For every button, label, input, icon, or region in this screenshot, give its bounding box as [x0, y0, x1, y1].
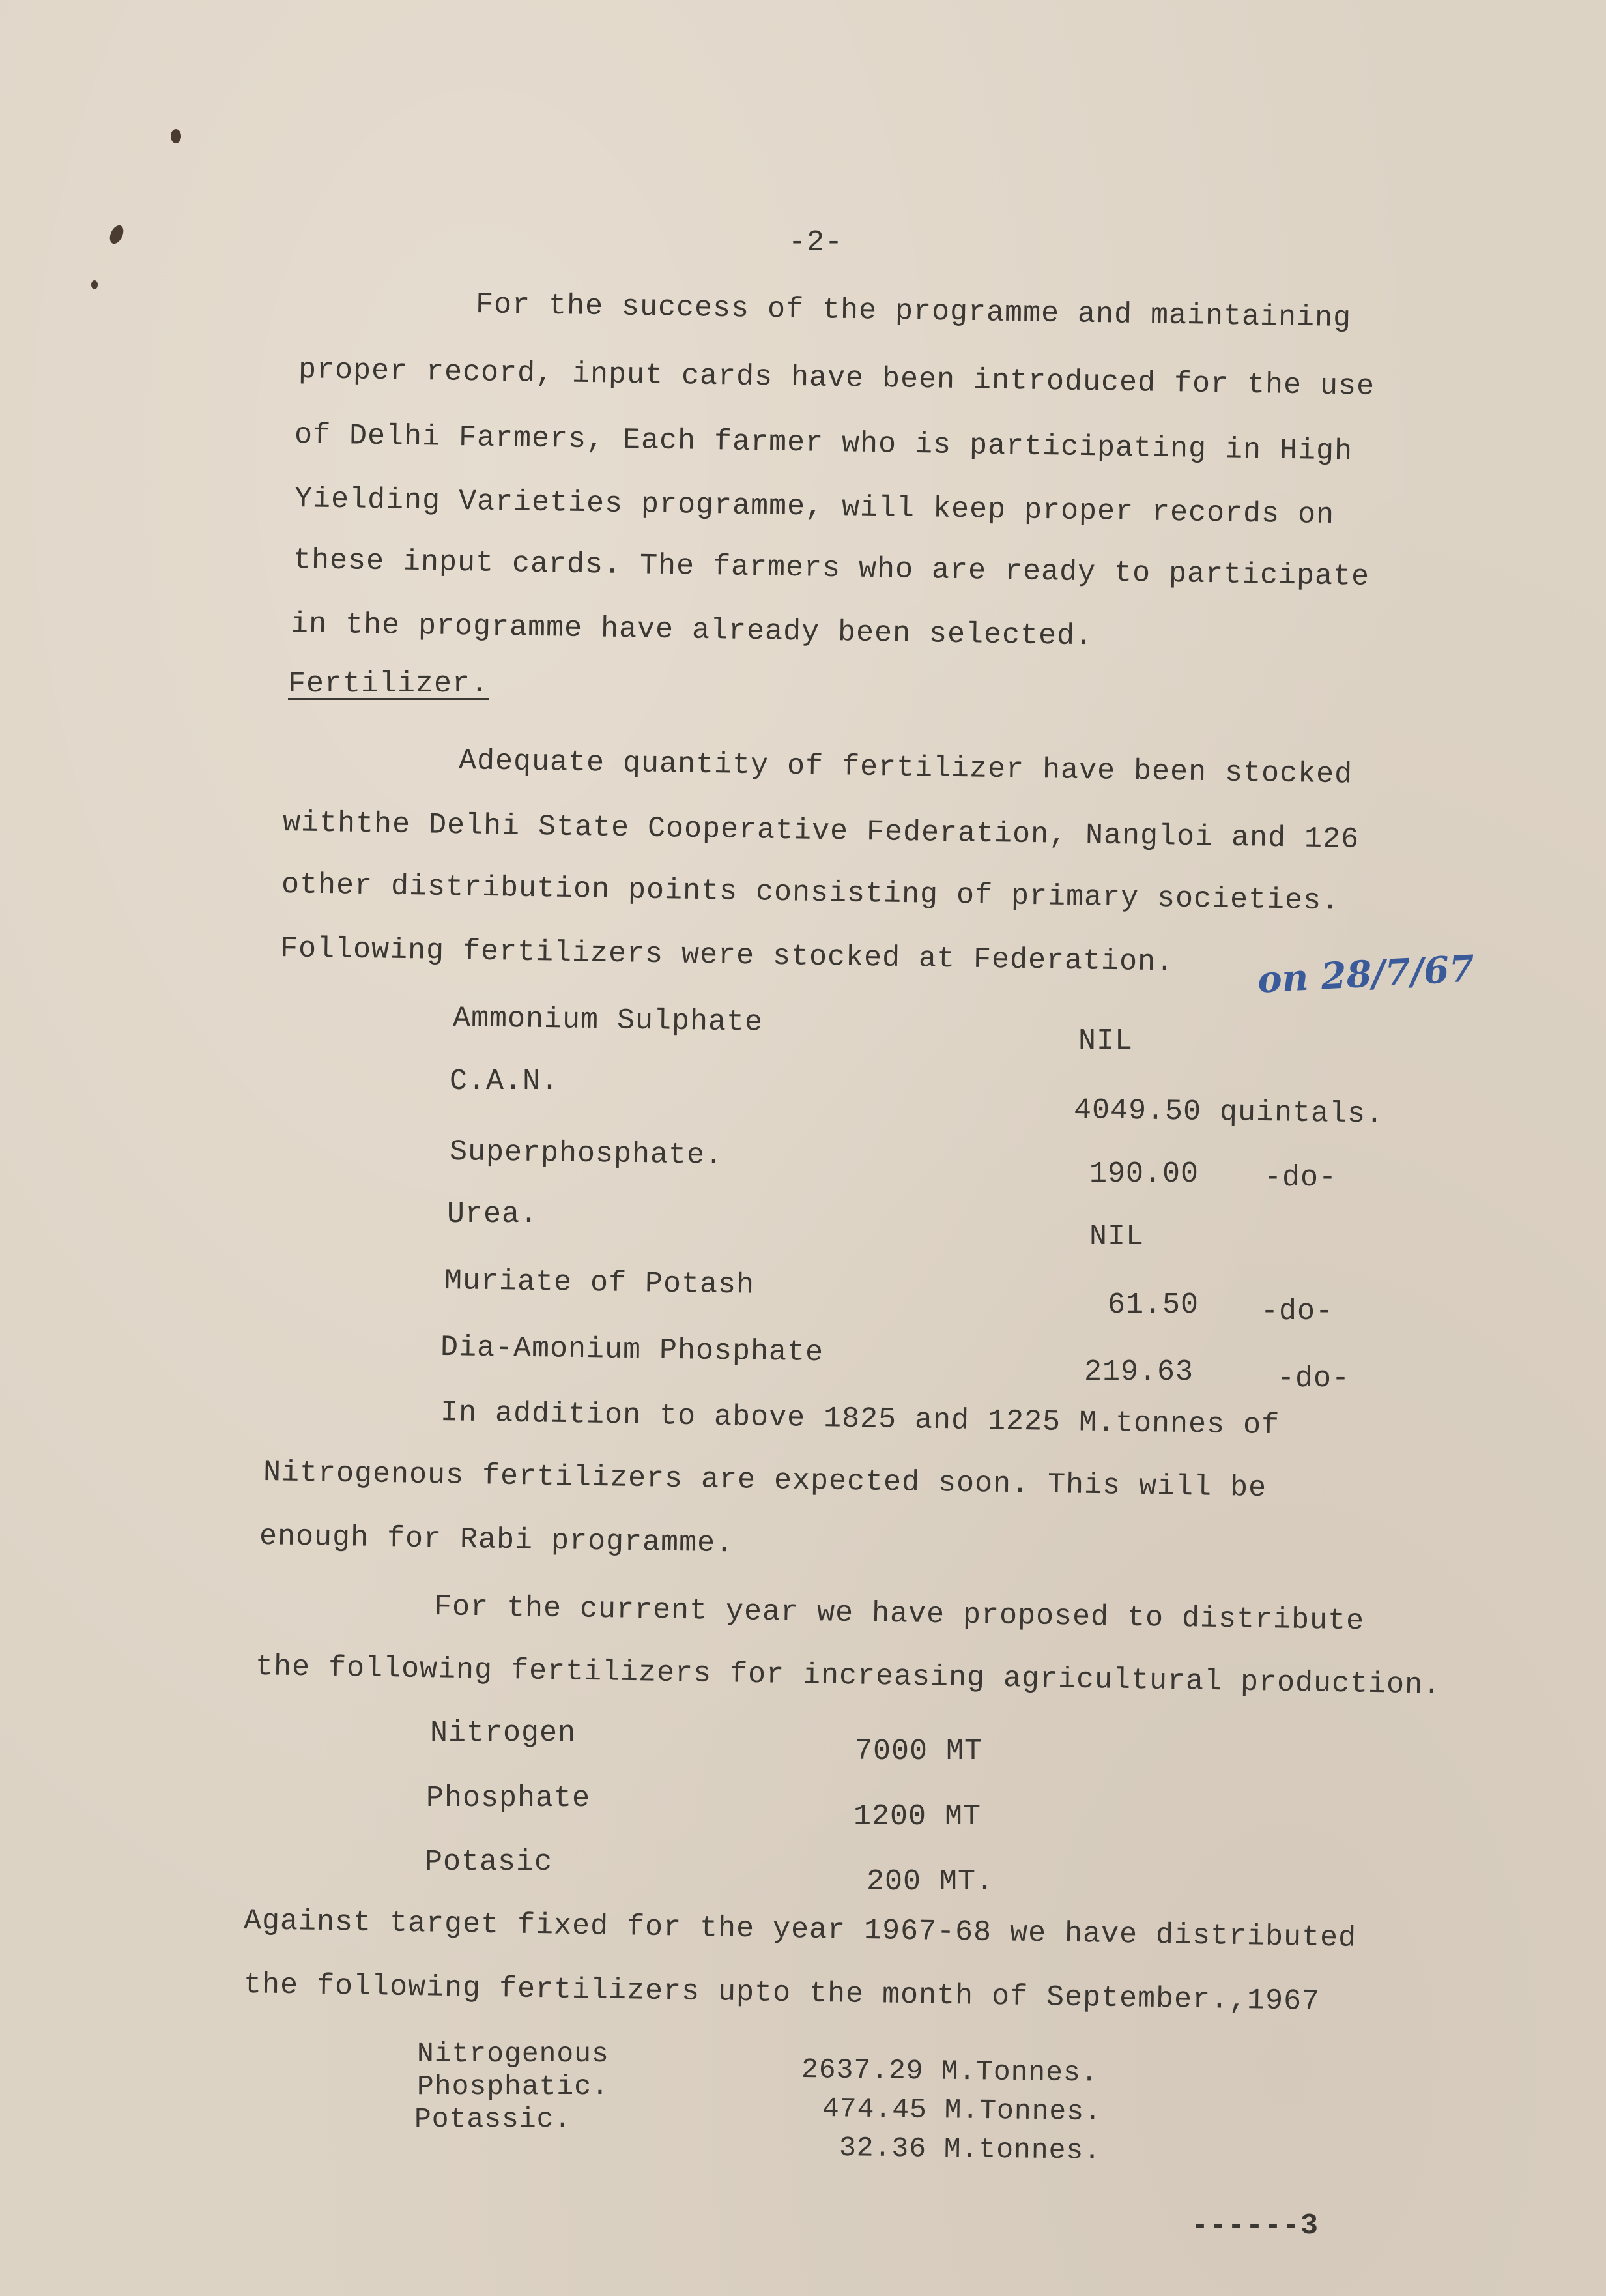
ink-spot [91, 280, 98, 289]
stock-item-quantity: 4049.50 quintals. [1073, 1094, 1384, 1131]
section-heading: Fertilizer. [288, 667, 489, 701]
stock-item-quantity: 219.63 [1084, 1356, 1194, 1389]
stock-item-name: Ammonium Sulphate [452, 1002, 764, 1039]
paragraph-line: For the current year we have proposed to distribute [433, 1590, 1365, 1638]
proposed-item-name: Potasic [425, 1846, 553, 1879]
stock-item-quantity: NIL [1078, 1024, 1134, 1058]
paragraph-line: Against target fixed for the year 1967-68 we have distributed [243, 1904, 1357, 1955]
paragraph-line: the following fertilizers for increasing agricultural production. [255, 1650, 1442, 1702]
distributed-item-quantity: 2637.29 M.Tonnes. [801, 2054, 1098, 2089]
stock-item-unit: -do- [1264, 1161, 1338, 1195]
paragraph-line: Yielding Varieties programme, will keep proper records on [294, 482, 1335, 532]
handwritten-date-note: on 28/7/67 [1256, 947, 1476, 1002]
paragraph-line: other distribution points consisting of primary societies. [281, 868, 1340, 918]
proposed-item-name: Phosphate [426, 1782, 591, 1815]
distributed-item-name: Nitrogenous [417, 2038, 609, 2070]
proposed-item-quantity: 1200 MT [853, 1800, 982, 1833]
page-number: -2- [788, 226, 844, 259]
paragraph-line: these input cards. The farmers who are ready to participate [293, 544, 1370, 594]
stock-item-quantity: NIL [1089, 1220, 1145, 1253]
distributed-item-quantity: 474.45 M.Tonnes. [822, 2093, 1102, 2129]
stock-item-name: Superphosphate. [449, 1135, 724, 1172]
distributed-item-quantity: 32.36 M.tonnes. [839, 2132, 1102, 2167]
next-page-marker: ------3 [1191, 2209, 1319, 2243]
stock-item-quantity: 190.00 [1089, 1157, 1199, 1191]
proposed-item-quantity: 7000 MT [855, 1735, 983, 1768]
paragraph-line: Adequate quantity of fertilizer have been stocked [458, 744, 1353, 792]
stock-item-unit: -do- [1261, 1295, 1334, 1328]
stock-item-name: Urea. [447, 1198, 539, 1231]
paragraph-line: proper record, input cards have been introduced for the use [298, 353, 1375, 403]
stock-item-name: C.A.N. [450, 1065, 560, 1098]
paragraph-line: of Delhi Farmers, Each farmer who is participating in High [294, 418, 1353, 469]
stock-item-unit: -do- [1277, 1362, 1351, 1395]
paragraph-line: For the success of the programme and maintaining [475, 288, 1352, 336]
paragraph-line: withthe Delhi State Cooperative Federation, Nangloi and 126 [282, 806, 1360, 856]
ink-spot [171, 129, 181, 143]
paragraph-line: in the programme have already been selected. [290, 607, 1094, 654]
paragraph-line: the following fertilizers upto the month of September.,1967 [243, 1968, 1321, 2018]
distributed-item-name: Phosphatic. [417, 2071, 609, 2102]
ink-spot [108, 224, 126, 246]
stock-item-quantity: 61.50 [1108, 1288, 1199, 1322]
stock-item-name: Muriate of Potash [444, 1264, 755, 1302]
proposed-item-name: Nitrogen [430, 1717, 577, 1750]
paragraph-line: Following fertilizers were stocked at Federation. [280, 932, 1175, 980]
paragraph-line: Nitrogenous fertilizers are expected soon. This will be [263, 1456, 1267, 1505]
stock-item-name: Dia-Amonium Phosphate [440, 1331, 824, 1370]
paragraph-line: In addition to above 1825 and 1225 M.tonnes of [440, 1396, 1280, 1443]
proposed-item-quantity: 200 MT. [867, 1865, 995, 1898]
distributed-item-name: Potassic. [414, 2103, 572, 2135]
paragraph-line: enough for Rabi programme. [259, 1520, 734, 1561]
